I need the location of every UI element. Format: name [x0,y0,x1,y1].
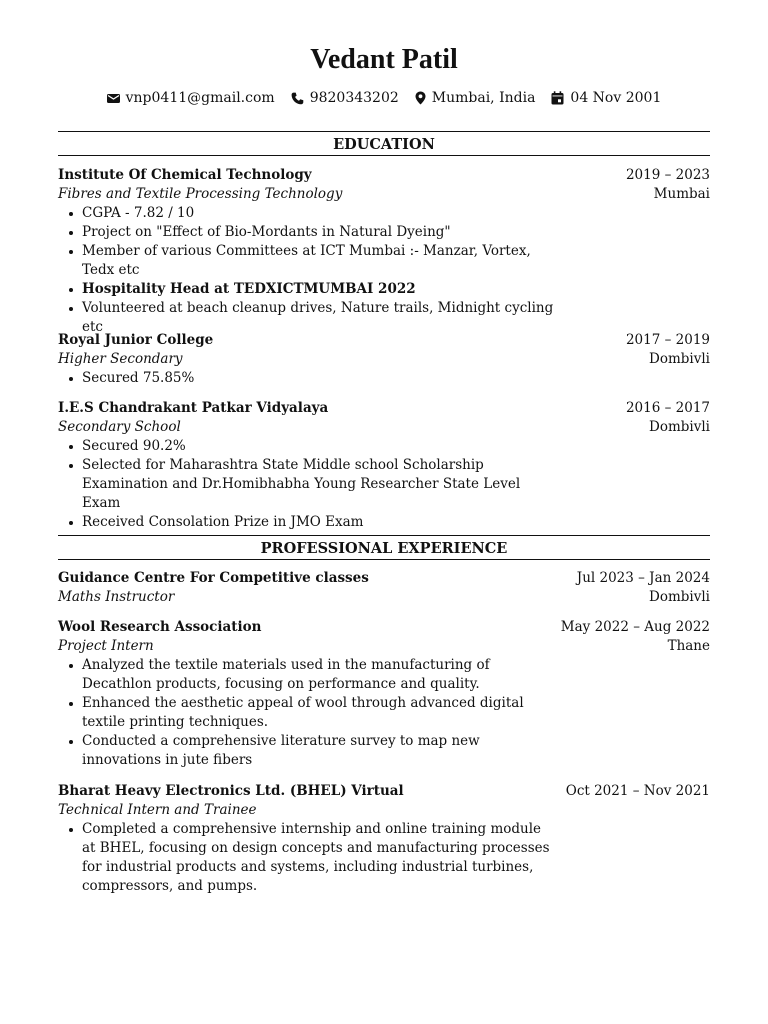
bullet-list [58,437,552,532]
job-role: Technical Intern and Trainee [58,802,257,818]
education-entry [58,166,710,337]
bullet-item: Member of various Committees at ICT Mumbai :- Manzar, Vortex, Tedx etc [82,242,552,280]
institution-name: I.E.S Chandrakant Patkar Vidyalaya [58,400,329,416]
institution-name: Institute Of Chemical Technology [58,167,312,183]
bullet-item: Completed a comprehensive internship and online training module at BHEL, focusing on design concepts and manufacturing processes for industrial products and systems, including industrial turbines, compressors, and pumps. [82,820,552,896]
contact-location [415,88,536,108]
program-name: Higher Secondary [58,351,183,367]
calendar-icon [551,91,564,105]
education-entry [58,399,710,532]
candidate-name: Vedant Patil [310,44,458,75]
email-text: vnp0411@gmail.com [125,90,275,106]
entry-dates: 2019 – 2023 [625,167,710,183]
organization-name: Wool Research Association [58,619,262,635]
bullet-list [58,369,552,388]
organization-name: Guidance Centre For Competitive classes [58,570,369,586]
entry-dates: 2016 – 2017 [625,400,710,416]
bullet-list [58,820,552,896]
location-text: Mumbai, India [431,90,536,106]
bullet-list [58,656,552,770]
contact-email[interactable] [107,88,275,108]
entry-location: Thane [667,638,710,654]
job-role: Project Intern [58,638,154,654]
entry-dates: 2017 – 2019 [625,332,710,348]
organization-name: Bharat Heavy Electronics Ltd. (BHEL) Virtual [58,783,404,799]
experience-heading: PROFESSIONAL EXPERIENCE [58,535,710,560]
entry-location: Dombivli [649,589,710,605]
education-entry [58,331,710,388]
bullet-item: Hospitality Head at TEDXICTMUMBAI 2022 [82,280,552,299]
bullet-item: Secured 90.2% [82,437,552,456]
entry-location: Dombivli [649,419,710,435]
phone-icon [291,92,304,105]
education-heading: EDUCATION [58,131,710,156]
bullet-item: Received Consolation Prize in JMO Exam [82,513,552,532]
experience-entry [58,569,710,607]
program-name: Secondary School [58,419,181,435]
bullet-item: Analyzed the textile materials used in the manufacturing of Decathlon products, focusing on performance and quality. [82,656,552,694]
bullet-item: CGPA - 7.82 / 10 [82,204,552,223]
bullet-list [58,204,552,337]
contact-bar [0,88,768,108]
map-pin-icon [415,91,426,105]
phone-text: 9820343202 [309,90,399,106]
bullet-item: Conducted a comprehensive literature survey to map new innovations in jute fibers [82,732,552,770]
program-name: Fibres and Textile Processing Technology [58,186,343,202]
bullet-item: Volunteered at beach cleanup drives, Nature trails, Midnight cycling etc [82,299,562,337]
contact-dob [551,88,661,108]
entry-location: Mumbai [653,186,710,202]
institution-name: Royal Junior College [58,332,214,348]
bullet-item: Secured 75.85% [82,369,552,388]
envelope-icon [107,93,120,104]
entry-dates: May 2022 – Aug 2022 [560,619,710,635]
experience-entry [58,782,710,896]
job-role: Maths Instructor [58,589,175,605]
bullet-item: Selected for Maharashtra State Middle school Scholarship Examination and Dr.Homibhabha Young Researcher State Level Exam [82,456,552,513]
contact-phone[interactable] [291,88,399,108]
bullet-item: Enhanced the aesthetic appeal of wool through advanced digital textile printing techniques. [82,694,552,732]
entry-dates: Jul 2023 – Jan 2024 [576,570,710,586]
entry-location: Dombivli [649,351,710,367]
entry-dates: Oct 2021 – Nov 2021 [565,783,710,799]
dob-text: 04 Nov 2001 [570,90,662,106]
bullet-item: Project on "Effect of Bio-Mordants in Natural Dyeing" [82,223,552,242]
experience-entry [58,618,710,770]
